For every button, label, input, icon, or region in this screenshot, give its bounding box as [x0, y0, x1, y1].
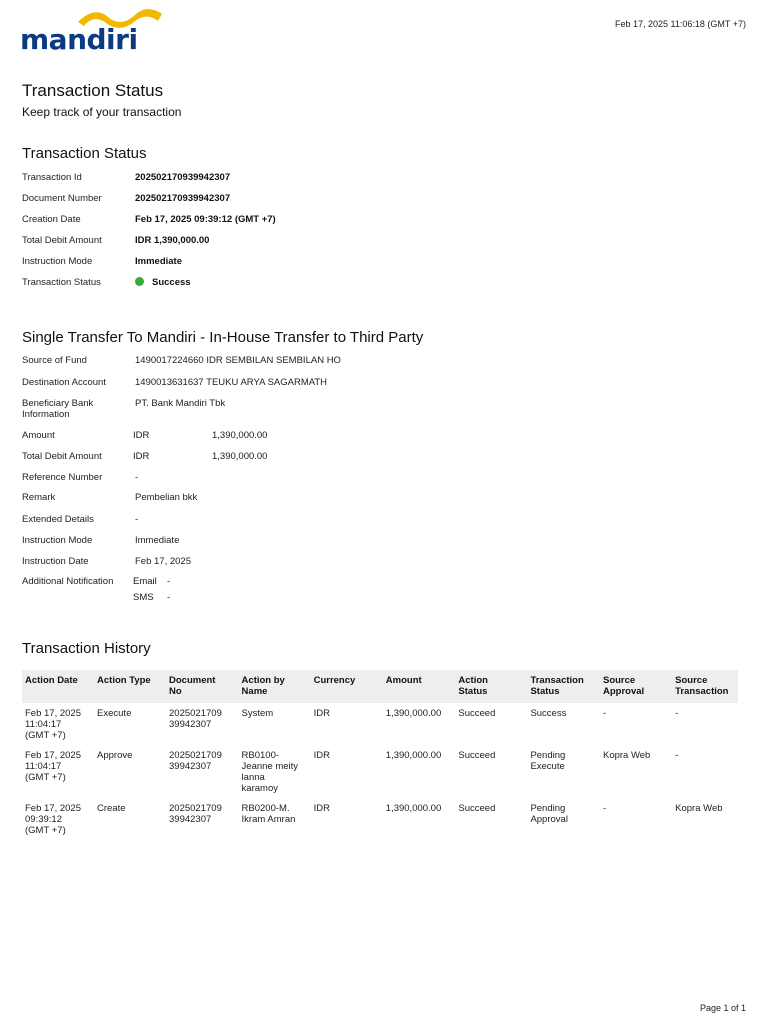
cell-source-transaction: - [675, 750, 679, 761]
table-row [22, 745, 738, 798]
cell-transaction-status: Pending Execute [530, 750, 566, 772]
page-title: Transaction Status [22, 81, 164, 100]
mandiri-logo [20, 8, 170, 56]
table-row [22, 703, 738, 745]
page-number: Page 1 of 1 [699, 1003, 746, 1013]
kv-value: IDR 1,390,000.00 [135, 235, 210, 246]
cell-source-transaction: Kopra Web [675, 803, 723, 814]
kv-value: Pembelian bkk [135, 492, 198, 503]
cell-source-approval: - [602, 803, 607, 814]
logo-text: mandiri [20, 23, 138, 56]
kv-value: - [135, 514, 139, 525]
cell-currency: IDR [313, 708, 330, 719]
kv-value: Feb 17, 2025 [135, 556, 191, 567]
kv-label: Creation Date [22, 214, 81, 225]
page-subtitle: Keep track of your transaction [22, 105, 182, 119]
kv-label: Document Number [22, 193, 102, 204]
kv-value: 1490013631637 TEUKU ARYA SAGARMATH [135, 377, 328, 388]
cell-source-approval: Kopra Web [602, 750, 651, 761]
kv-label: Instruction Mode [22, 535, 93, 546]
col-header-amount: Amount [383, 670, 456, 703]
cell-action-date: Feb 17, 2025 11:04:17 (GMT +7) [25, 750, 81, 783]
cell-action-date: Feb 17, 2025 09:39:12 (GMT +7) [25, 803, 81, 836]
table-row [22, 798, 738, 840]
col-header-currency: Currency [311, 670, 383, 703]
cell-action-by: RB0200-M. Ikram Amran [241, 803, 296, 825]
col-header-action-status: Action Status [455, 670, 527, 703]
table-header-row [22, 670, 738, 703]
status-text: Success [152, 277, 191, 288]
cell-source-transaction: - [675, 708, 679, 719]
kv-value: Feb 17, 2025 09:39:12 (GMT +7) [135, 214, 276, 225]
amount-value: 1,390,000.00 [212, 451, 268, 462]
cell-action-by: System [241, 708, 274, 719]
print-timestamp: Feb 17, 2025 11:06:18 (GMT +7) [615, 19, 746, 29]
amount-value: 1,390,000.00 [212, 430, 268, 441]
cell-action-type: Approve [97, 750, 133, 761]
col-header-transaction-status: Transaction Status [527, 670, 600, 703]
status-value [135, 277, 191, 288]
kv-label: Extended Details [22, 514, 94, 525]
kv-label: Total Debit Amount [22, 451, 102, 462]
cell-action-status: Succeed [458, 803, 496, 814]
kv-value: 202502170939942307 [135, 172, 231, 183]
email-value: - [167, 576, 171, 587]
cell-action-type: Create [97, 803, 126, 814]
cell-currency: IDR [313, 750, 330, 761]
kv-label: Destination Account [22, 377, 106, 388]
kv-value: 1490017224660 IDR SEMBILAN SEMBILAN HO [135, 355, 341, 366]
kv-label: Total Debit Amount [22, 235, 102, 246]
kv-value: 202502170939942307 [135, 193, 231, 204]
email-label: Email [133, 576, 157, 587]
kv-label: Instruction Date [22, 556, 89, 567]
cell-currency: IDR [313, 803, 330, 814]
col-header-source-approval: Source Approval [600, 670, 672, 703]
cell-amount: 1,390,000.00 [385, 803, 442, 814]
cell-amount: 1,390,000.00 [385, 750, 442, 761]
cell-document-no: 2025021709 39942307 [169, 708, 222, 730]
cell-action-date: Feb 17, 2025 11:04:17 (GMT +7) [25, 708, 81, 741]
col-header-source-transaction: Source Transaction [672, 670, 738, 703]
currency: IDR [133, 451, 150, 462]
col-header-document-no: Document No [166, 670, 239, 703]
cell-transaction-status: Pending Approval [530, 803, 568, 825]
sms-value: - [167, 592, 171, 603]
transfer-section-title: Single Transfer To Mandiri - In-House Transfer to Third Party [22, 329, 424, 346]
cell-action-type: Execute [97, 708, 132, 719]
kv-label: Transaction Id [22, 172, 82, 183]
cell-action-status: Succeed [458, 708, 496, 719]
cell-transaction-status: Success [530, 708, 567, 719]
status-section-title: Transaction Status [22, 145, 147, 162]
cell-document-no: 2025021709 39942307 [169, 803, 222, 825]
history-section-title: Transaction History [22, 640, 151, 657]
kv-value: - [135, 472, 139, 483]
kv-label: Instruction Mode [22, 256, 93, 267]
kv-label: Additional Notification [22, 576, 114, 587]
kv-label: Source of Fund [22, 355, 87, 366]
kv-label: Remark [22, 492, 56, 503]
transaction-history-table [22, 670, 738, 840]
kv-label: Amount [22, 430, 55, 441]
cell-amount: 1,390,000.00 [385, 708, 442, 719]
kv-label: Transaction Status [22, 277, 101, 288]
kv-value: Immediate [135, 535, 180, 546]
sms-label: SMS [133, 592, 154, 603]
cell-source-approval: - [602, 708, 607, 719]
kv-label: Reference Number [22, 472, 103, 483]
col-header-action-type: Action Type [94, 670, 166, 703]
kv-label: Beneficiary Bank Information [22, 398, 94, 420]
cell-action-status: Succeed [458, 750, 496, 761]
success-status-dot-icon [135, 277, 144, 286]
cell-action-by: RB0100- Jeanne meity lanna karamoy [241, 750, 299, 794]
cell-document-no: 2025021709 39942307 [169, 750, 222, 772]
kv-value: PT. Bank Mandiri Tbk [135, 398, 226, 409]
col-header-action-by: Action by Name [239, 670, 311, 703]
kv-value: Immediate [135, 256, 182, 267]
currency: IDR [133, 430, 150, 441]
col-header-action-date: Action Date [22, 670, 94, 703]
